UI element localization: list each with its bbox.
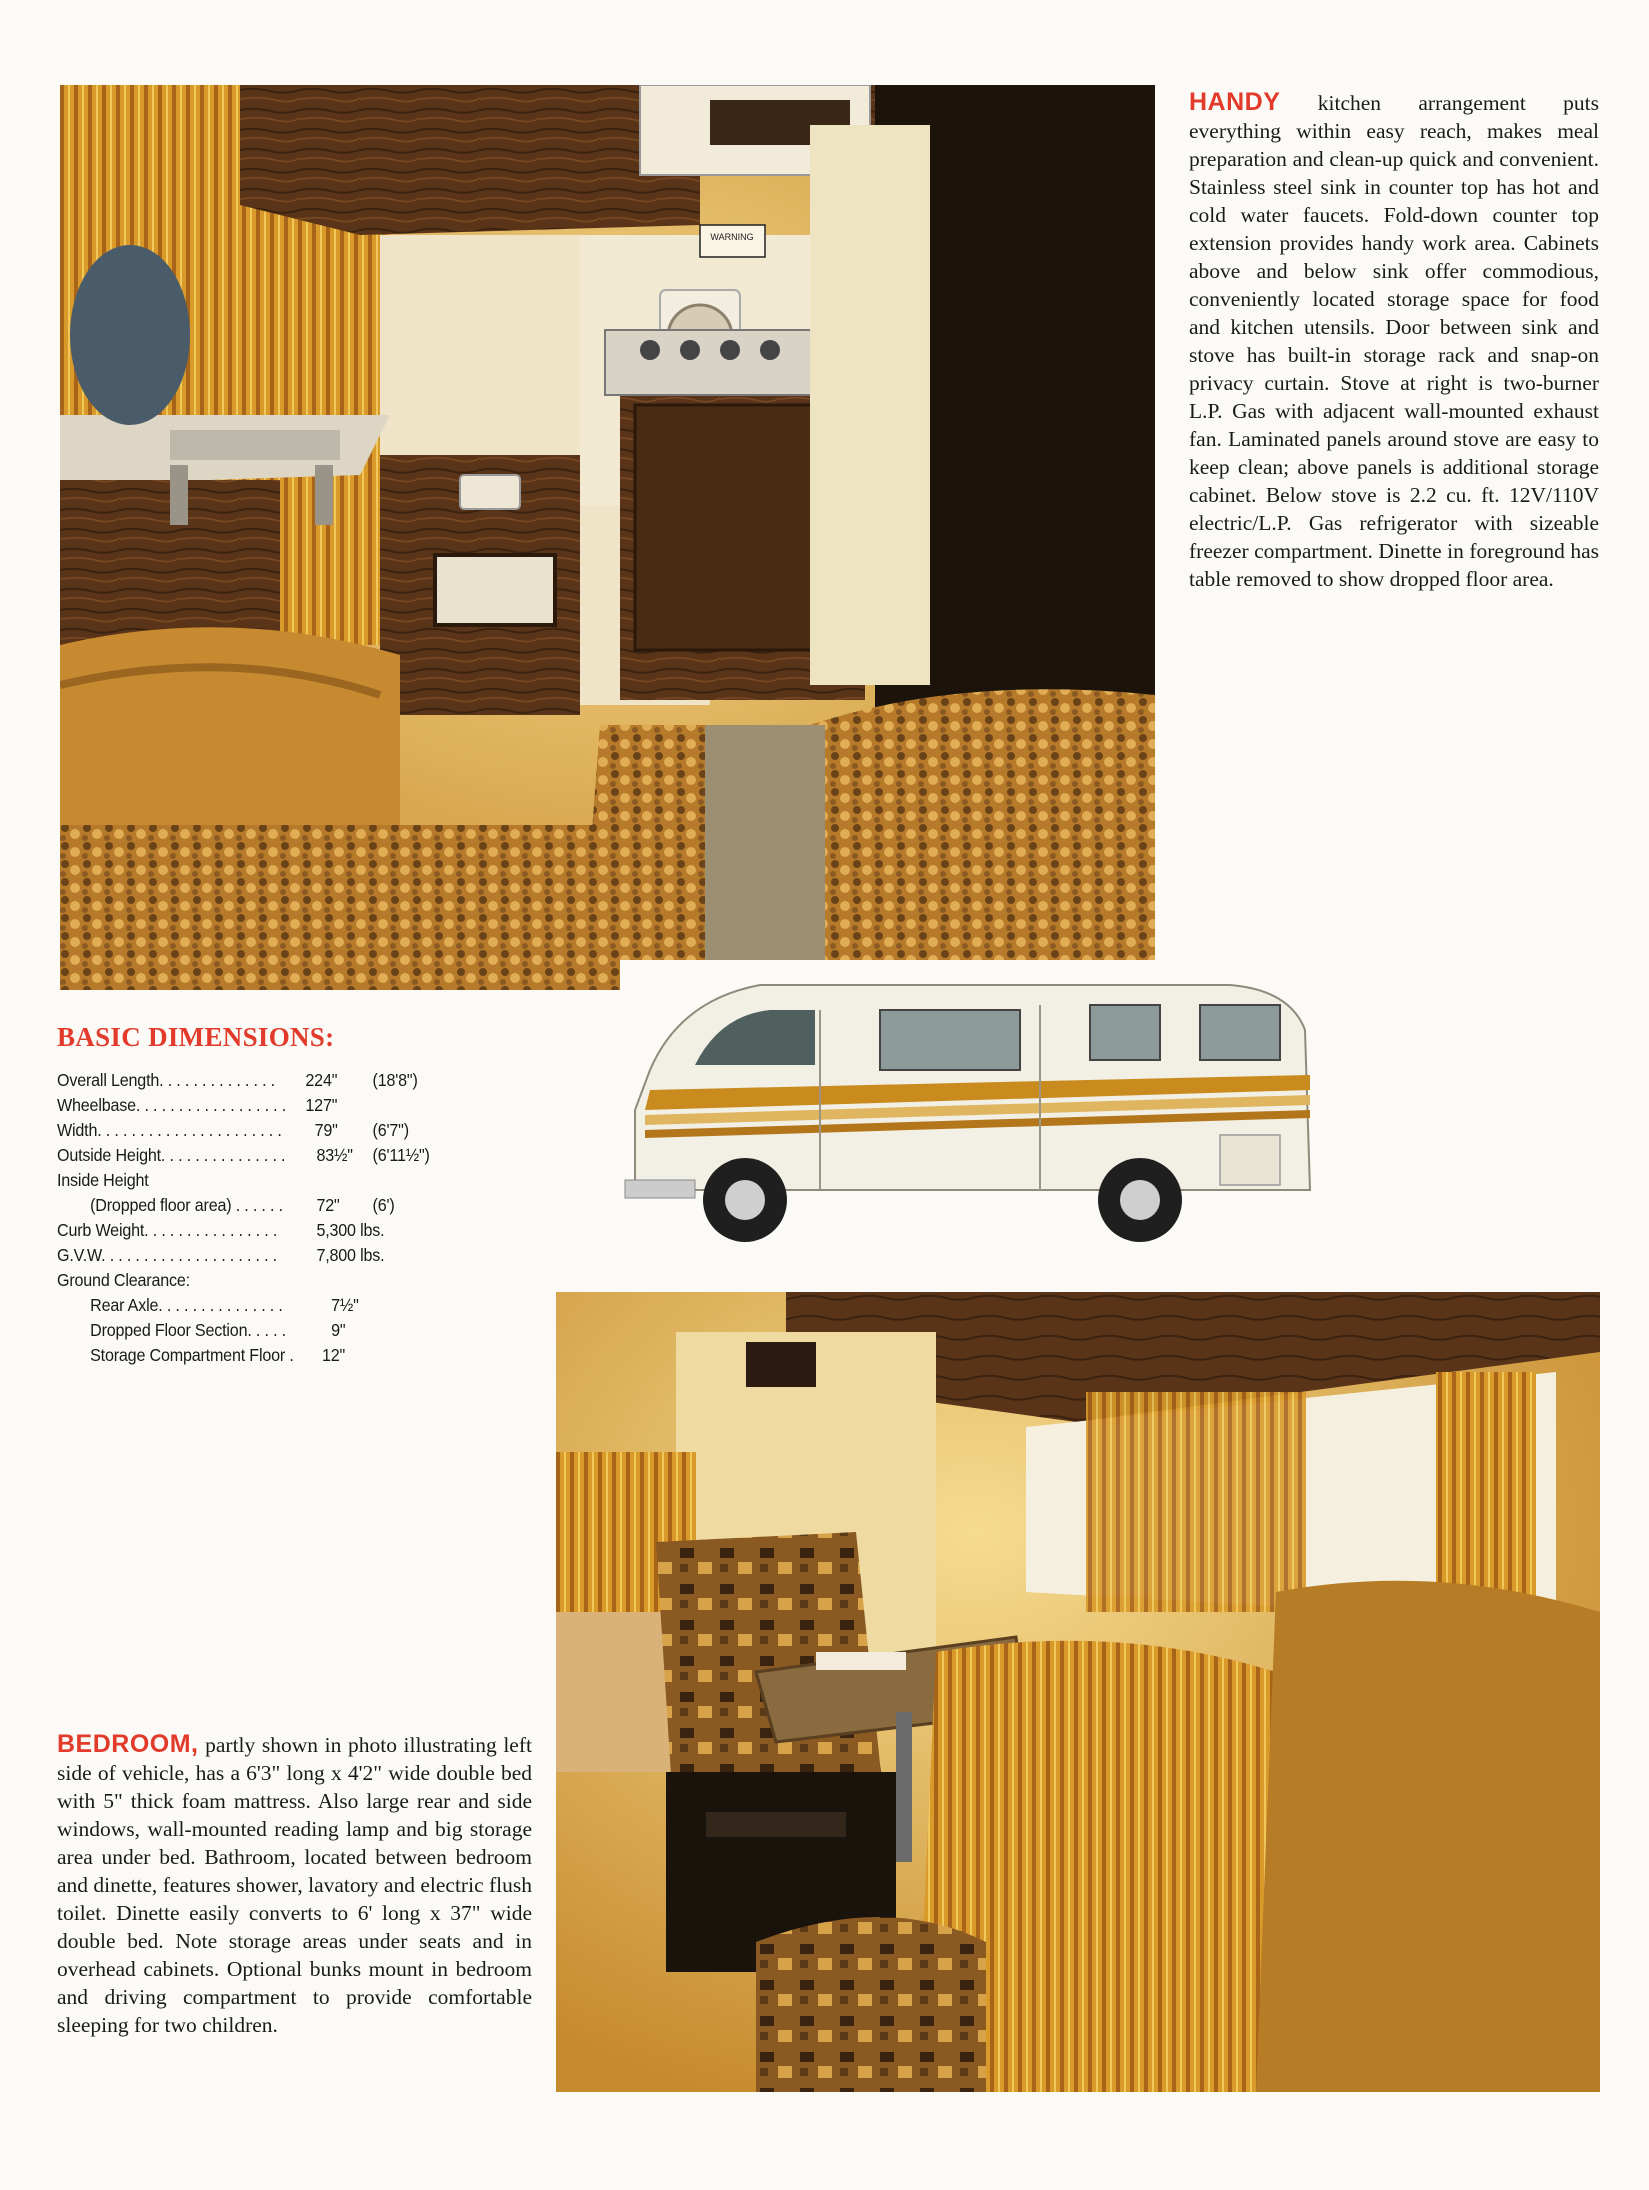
- dimension-value: 127": [305, 1095, 338, 1115]
- dimension-row: [57, 1243, 489, 1268]
- bedroom-description: [57, 1730, 532, 2039]
- kitchen-photo: [60, 85, 1155, 990]
- dimension-value: 7,800 lbs.: [316, 1245, 385, 1265]
- dimensions-heading: BASIC DIMENSIONS:: [57, 1022, 335, 1052]
- dimension-row: [57, 1093, 489, 1118]
- bedroom-lead-word: BEDROOM,: [57, 1730, 199, 1758]
- dimension-row: [57, 1118, 489, 1143]
- dimension-label: G.V.W. . . . . . . . . . . . . . . . . . . . .: [57, 1245, 277, 1265]
- dimension-row: [57, 1193, 489, 1218]
- dimension-row: [57, 1318, 489, 1343]
- dimension-alt: (6'): [372, 1195, 395, 1215]
- kitchen-description-text: kitchen arrangement puts everything within easy reach, makes meal preparation and clean-up quick and convenient. Stainless steel sink in counter top has hot and cold water faucets. Fold-down counter top extension provides handy work area. Cabinets above and below sink offer commodious, conveniently located storage space for food and kitchen utensils. Door between sink and stove has built-in storage rack and snap-on privacy curtain. Stove at right is two-burner L.P. Gas with adjacent wall-mounted exhaust fan. Laminated panels around stove are easy to keep clean; above panels is additional storage cabinet. Below stove is 2.2 cu. ft. 12V/110V electric/L.P. Gas refrigerator with sizeable freezer compartment. Dinette in foreground has table removed to show dropped floor area.: [1189, 91, 1599, 591]
- dimension-label: Ground Clearance:: [57, 1270, 190, 1290]
- dimension-row: [57, 1143, 489, 1168]
- dimension-value: 83½": [316, 1145, 353, 1165]
- dimension-value: 72": [316, 1195, 340, 1215]
- dimension-row: [57, 1268, 489, 1293]
- dimension-alt: (6'11½"): [372, 1145, 430, 1165]
- dimension-row: [57, 1293, 489, 1318]
- dimension-value: 12": [321, 1345, 346, 1365]
- kitchen-lead-word: HANDY: [1189, 88, 1281, 116]
- bedroom-description-text: partly shown in photo illustrating left side of vehicle, has a 6'3" long x 4'2" wide double bed with 5" thick foam mattress. Also large rear and side windows, wall-mounted reading lamp and big storage area under bed. Bathroom, located between bedroom and dinette, features shower, lavatory and electric flush toilet. Dinette easily converts to 6' long x 37" wide double bed. Note storage areas under seats and in overhead cabinets. Optional bunks mount in bedroom and driving compartment to provide comfortable sleeping for two children.: [57, 1733, 532, 2037]
- dimension-value: 9": [331, 1320, 346, 1340]
- warning-label: WARNING: [710, 232, 754, 242]
- dimension-alt: (6'7"): [372, 1120, 409, 1140]
- dimension-label: Outside Height. . . . . . . . . . . . . . .: [57, 1145, 286, 1165]
- dimension-value: 224": [305, 1070, 338, 1090]
- dimension-label: Inside Height: [57, 1170, 149, 1190]
- dimension-label: Storage Compartment Floor .: [90, 1345, 294, 1365]
- dimension-alt: (18'8"): [372, 1070, 418, 1090]
- dimensions-table: [57, 1068, 489, 1368]
- dimension-label: Curb Weight. . . . . . . . . . . . . . . .: [57, 1220, 278, 1240]
- dinette-photo: [556, 1292, 1600, 2092]
- dimension-value: 7½": [331, 1295, 359, 1315]
- dimension-value: 79": [314, 1120, 338, 1140]
- dimension-row: [57, 1068, 489, 1093]
- dimension-value: 5,300 lbs.: [316, 1220, 385, 1240]
- dimension-row: [57, 1168, 489, 1193]
- dimension-label: Overall Length. . . . . . . . . . . . . .: [57, 1070, 275, 1090]
- van-exterior-photo: [620, 960, 1320, 1250]
- dimension-label: Width. . . . . . . . . . . . . . . . . . . . . .: [57, 1120, 282, 1140]
- dimension-row: [57, 1343, 489, 1368]
- dimension-label: Wheelbase. . . . . . . . . . . . . . . . . .: [57, 1095, 287, 1115]
- dimension-label: (Dropped floor area) . . . . . .: [90, 1195, 283, 1215]
- kitchen-description: [1189, 88, 1599, 593]
- dimension-label: Dropped Floor Section. . . . .: [90, 1320, 286, 1340]
- dimension-label: Rear Axle. . . . . . . . . . . . . . .: [90, 1295, 283, 1315]
- dimension-row: [57, 1218, 489, 1243]
